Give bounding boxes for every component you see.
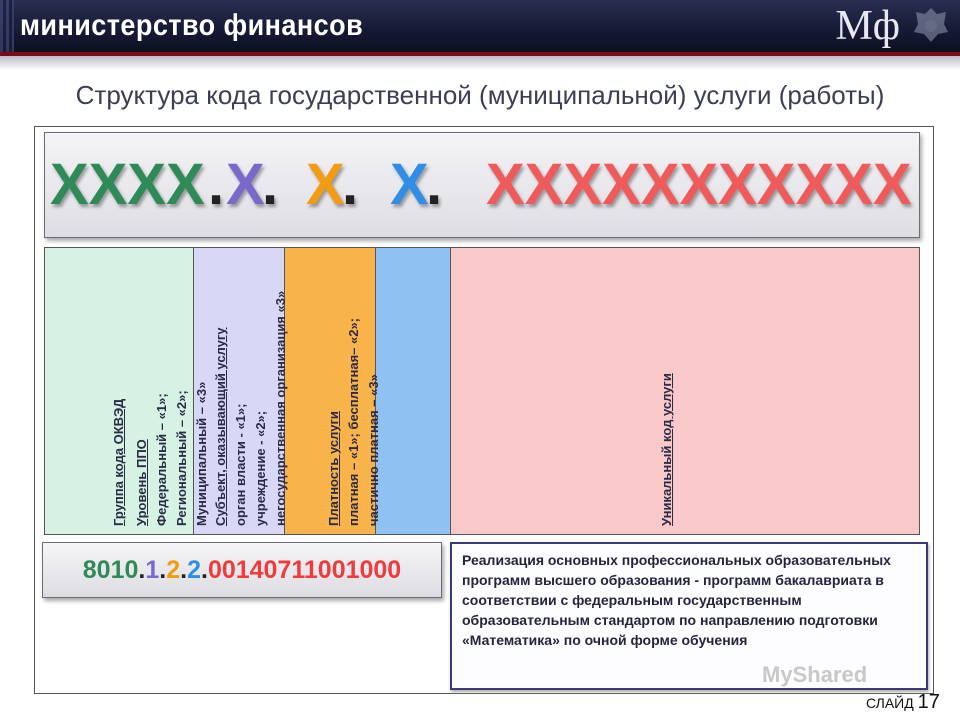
column-line: учреждение - «2»; <box>253 410 268 526</box>
slide-label: СЛАЙД <box>866 695 914 711</box>
column-line: частично платная – «3» <box>366 374 381 526</box>
code-part-payment: X <box>390 152 429 217</box>
column-payment <box>326 247 451 535</box>
column-heading: Уникальный код услуги <box>659 373 674 526</box>
column-line: Муниципальный – «3» <box>194 381 209 526</box>
code-dot: . <box>342 152 359 217</box>
code-part-level: X <box>226 152 265 217</box>
example-dot: . <box>159 556 167 584</box>
code-dot: . <box>262 152 279 217</box>
example-part-payment: 2 <box>187 556 201 584</box>
column-line: негосударственная организация «3» <box>273 290 288 526</box>
code-dot: . <box>208 152 225 217</box>
example-dot: . <box>200 556 208 584</box>
slide-number <box>866 691 940 714</box>
column-unique-code <box>450 247 920 535</box>
column-line: орган власти - «1»; <box>233 403 248 526</box>
example-dot: . <box>180 556 188 584</box>
watermark: MyShared <box>762 662 868 687</box>
code-dot: . <box>426 152 443 217</box>
slide-title: Структура кода государственной (муниципальной) услуги (работы) <box>75 80 885 110</box>
example-part-subject: 2 <box>166 556 181 584</box>
example-dot: . <box>138 556 146 584</box>
description-text: Реализация основных профессиональных образовательных программ высшего образования - программ бакалавриата в соответствии с федеральным государственным образовательным стандартом по направлению подготовки «Математика» по очной форме обучения <box>462 552 891 648</box>
header-shadow <box>0 56 960 70</box>
building-thumbnail <box>0 0 14 52</box>
column-line: Федеральный – «1»; <box>154 393 169 526</box>
column-heading: Уровень ППО <box>134 439 149 526</box>
code-part-okved: XXXX <box>50 152 205 217</box>
example-part-okved: 8010 <box>82 556 139 584</box>
column-line: Региональный – «2»; <box>174 390 189 526</box>
ministry-logo: Мф <box>835 3 900 49</box>
example-part-unique: 00140711001000 <box>207 556 402 584</box>
column-line: платная – «1»; бесплатная– «2»; <box>346 317 361 526</box>
ministry-name: министерство финансов <box>20 9 364 42</box>
column-heading: Группа кода ОКВЭД <box>111 398 126 526</box>
example-part-level: 1 <box>145 556 160 584</box>
column-heading: Платность услуги <box>326 411 341 526</box>
code-part-subject: X <box>306 152 345 217</box>
header-bar <box>0 0 960 52</box>
code-part-unique: XXXXXXXXXXX <box>486 152 912 217</box>
coat-of-arms-icon <box>910 4 952 46</box>
example-code-box <box>42 542 442 598</box>
column-heading: Субъект, оказывающий услугу <box>213 327 228 526</box>
slide-number-value: 17 <box>917 691 940 713</box>
